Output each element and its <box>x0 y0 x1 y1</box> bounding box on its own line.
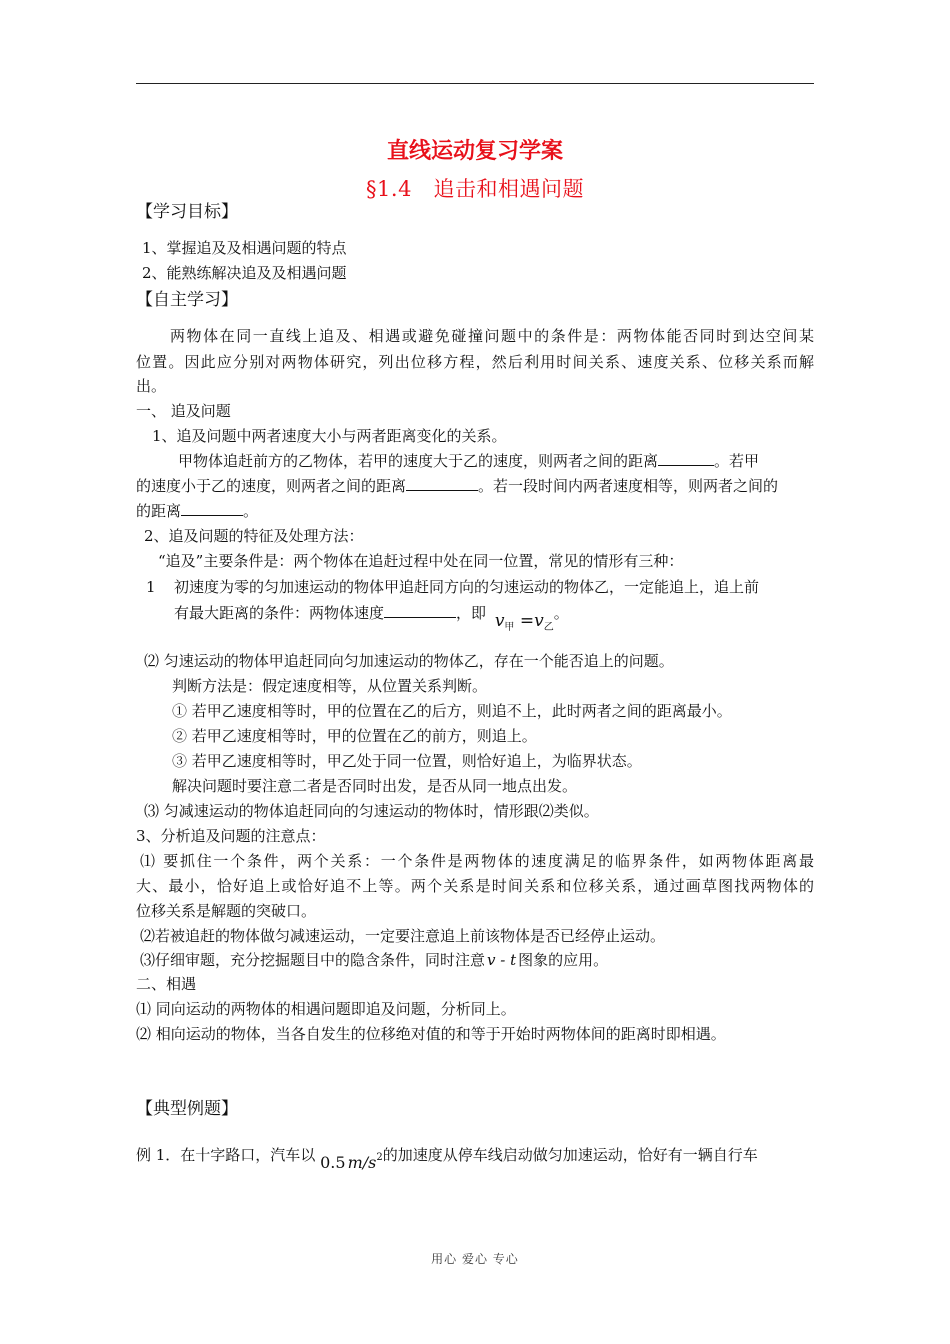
example-1 <box>136 1138 758 1172</box>
paragraph: ⑵ 相向运动的物体，当各自发生的位移绝对值的和等于开始时两物体间的距离时即相遇。 <box>136 1025 726 1043</box>
text: ，即 <box>456 604 487 622</box>
paragraph: “追及”主要条件是：两个物体在追赶过程中处在同一位置，常见的情形有三种： <box>158 552 684 570</box>
footer-slogan: 用心 爱心 专心 <box>431 1252 519 1266</box>
intro-line: 出。 <box>136 377 167 395</box>
document-title: 直线运动复习学案 <box>386 139 563 164</box>
paragraph: ⑵ 匀速运动的物体甲追赶同向匀加速运动的物体乙，存在一个能否追上的问题。 <box>144 652 674 670</box>
text: 图象的应用。 <box>518 951 609 969</box>
top-rule <box>136 83 814 84</box>
text: 。若一段时间内两者速度相等，则两者之间的 <box>478 477 779 495</box>
paragraph: 大、最小，恰好追上或恰好追不上等。两个关系是时间关系和位移关系，通过画草图找两物体的 <box>136 877 814 895</box>
part1-heading: 一、 追及问题 <box>136 402 231 420</box>
paragraph: ⑴ 要抓住一个条件，两个关系：一个条件是两物体的速度满足的临界条件，如两物体距离最 <box>140 852 814 870</box>
text: 。 <box>553 604 569 622</box>
text: 的速度小于乙的速度，则两者之间的距离 <box>136 477 407 495</box>
paragraph: 3、分析追及问题的注意点： <box>136 827 326 845</box>
paragraph: ⑴ 同向运动的两物体的相遇问题即追及问题，分析同上。 <box>136 1000 516 1018</box>
text: 有最大距离的条件：两物体速度 <box>174 604 385 622</box>
text: 甲物体追赶前方的乙物体，若甲的速度大于乙的速度，则两者之间的距离 <box>178 452 659 470</box>
intro-line: 两物体在同一直线上追及、相遇或避免碰撞问题中的条件是：两物体能否同时到达空间某 <box>170 327 814 345</box>
text: 例 1．在十字路口，汽车以 <box>136 1146 316 1164</box>
intro-line: 位置。因此应分别对两物体研究，列出位移方程，然后利用时间关系、速度关系、位移关系而解 <box>136 353 814 371</box>
paragraph: ③ 若甲乙速度相等时，甲乙处于同一位置，则恰好追上，为临界状态。 <box>172 752 642 770</box>
text: 。若甲 <box>714 452 760 470</box>
self-study-heading: 【自主学习】 <box>136 290 238 310</box>
text: 的加速度从停车线启动做匀加速运动，恰好有一辆自行车 <box>382 1146 758 1164</box>
part2-heading: 二、相遇 <box>136 975 197 993</box>
equation: $v_甲 =v_乙$ <box>494 611 554 633</box>
fill-line <box>136 474 778 498</box>
text: 。 <box>243 502 259 520</box>
paragraph: 2、追及问题的特征及处理方法： <box>144 527 364 545</box>
paragraph <box>140 948 608 972</box>
paragraph: ① 若甲乙速度相等时，甲的位置在乙的后方，则追不上，此时两者之间的距离最小。 <box>172 702 732 720</box>
goals-heading: 【学习目标】 <box>136 202 238 222</box>
paragraph: ② 若甲乙速度相等时，甲的位置在乙的前方，则追上。 <box>172 727 537 745</box>
answer-blank[interactable] <box>384 603 456 618</box>
paragraph: ⑶ 匀减速运动的物体追赶同向的匀速运动的物体时，情形跟⑵类似。 <box>144 802 599 820</box>
paragraph: 判断方法是：假定速度相等，从位置关系判断。 <box>172 677 488 695</box>
answer-blank[interactable] <box>406 476 478 491</box>
fill-line <box>174 601 569 632</box>
answer-blank[interactable] <box>181 501 243 516</box>
paragraph: 位移关系是解题的突破口。 <box>136 902 317 920</box>
paragraph: 解决问题时要注意二者是否同时出发，是否从同一地点出发。 <box>172 777 578 795</box>
case-number: 1 <box>146 578 156 596</box>
fill-line <box>136 499 258 523</box>
vt-symbol: v - t <box>487 951 517 969</box>
answer-blank[interactable] <box>658 451 714 466</box>
section-title: §1.4 追击和相遇问题 <box>366 177 584 201</box>
text: ⑶仔细审题，充分挖掘题目中的隐含条件，同时注意 <box>140 951 486 969</box>
goal-item: 2、能熟练解决追及及相遇问题 <box>142 264 347 282</box>
text: 的距离 <box>136 502 182 520</box>
paragraph: 初速度为零的匀加速运动的物体甲追赶同方向的匀速运动的物体乙，一定能追上，追上前 <box>174 578 760 596</box>
goal-item: 1、掌握追及及相遇问题的特点 <box>142 239 347 257</box>
paragraph: 1、追及问题中两者速度大小与两者距离变化的关系。 <box>152 427 507 445</box>
acceleration-value: 0.5 $m/s^2$ <box>320 1152 383 1172</box>
examples-heading: 【典型例题】 <box>136 1099 238 1119</box>
paragraph: ⑵若被追赶的物体做匀减速运动，一定要注意追上前该物体是否已经停止运动。 <box>140 927 666 945</box>
fill-line <box>178 449 759 473</box>
